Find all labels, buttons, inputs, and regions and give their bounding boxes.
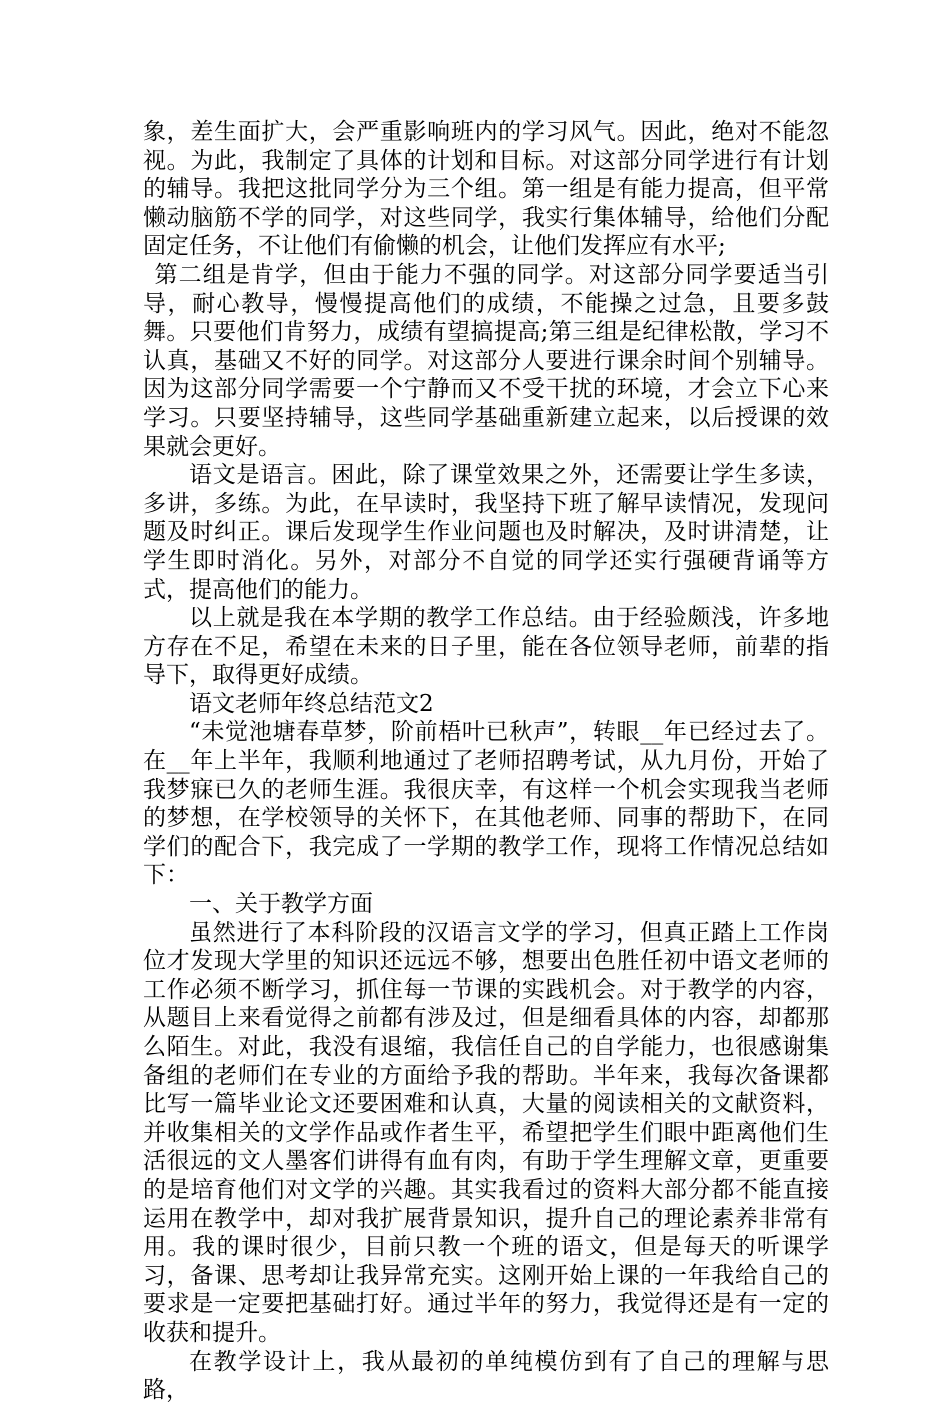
document-page	[143, 118, 829, 1405]
section-heading: 一、关于教学方面	[189, 891, 373, 918]
paragraph-6: 虽然进行了本科阶段的汉语言文学的学习，但真正踏上工作岗位才发现大学里的知识还远远不够，想要出色胜任初中语文老师的工作必须不断学习，抓住每一节课的实践机会。对于教学的内容，从题目上来看觉得之前都有涉及过，但是细看具体的内容，却都那么陌生。对此，我没有退缩，我信任自己的自学能力，也很感谢集备组的老师们在专业的方面给予我的帮助。半年来，我每次备课都比写一篇毕业论文还要困难和认真，大量的阅读相关的文献资料，并收集相关的文学作品或作者生平，希望把学生们眼中距离他们生活很远的文人墨客们讲得有血有肉，有助于学生理解文章，更重要的是培育他们对文学的兴趣。其实我看过的资料大部分都不能直接运用在教学中，却对我扩展背景知识，提升自己的理论素养非常有用。我的课时很少，目前只教一个班的语文，但是每天的听课学习，备课、思考却让我异常充实。这刚开始上课的一年我给自己的要求是一定要把基础打好。通过半年的努力，我觉得还是有一定的收获和提升。	[143, 919, 829, 1346]
paragraph-1: 象，差生面扩大，会严重影响班内的学习风气。因此，绝对不能忽视。为此，我制定了具体的计划和目标。对这部分同学进行有计划的辅导。我把这批同学分为三个组。第一组是有能力提高，但平常懒动脑筋不学的同学，对这些同学，我实行集体辅导，给他们分配固定任务，不让他们有偷懒的机会，让他们发挥应有水平;	[143, 119, 829, 260]
paragraph-5: “未觉池塘春草梦，阶前梧叶已秋声”，转眼__年已经过去了。在__年上半年，我顺利地通过了老师招聘考试，从九月份，开始了我梦寐已久的老师生涯。我很庆幸，有这样一个机会实现我当老师的梦想，在学校领导的关怀下，在其他老师、同事的帮助下，在同学们的配合下，我完成了一学期的教学工作，现将工作情况总结如下：	[143, 719, 829, 889]
paragraph-7: 在教学设计上，我从最初的单纯模仿到有了自己的理解与思路，	[143, 1348, 829, 1404]
section-title: 语文老师年终总结范文2	[189, 690, 434, 717]
paragraph-4: 以上就是我在本学期的教学工作总结。由于经验颇浅，许多地方存在不足，希望在未来的日子里，能在各位领导老师，前辈的指导下，取得更好成绩。	[143, 605, 829, 689]
paragraph-3: 语文是语言。困此，除了课堂效果之外，还需要让学生多读，多讲，多练。为此，在早读时，我坚持下班了解早读情况，发现问题及时纠正。课后发现学生作业问题也及时解决，及时讲清楚，让学生即时消化。另外，对部分不自觉的同学还实行强硬背诵等方式，提高他们的能力。	[143, 462, 829, 603]
paragraph-2: 第二组是肯学，但由于能力不强的同学。对这部分同学要适当引导，耐心教导，慢慢提高他们的成绩，不能操之过急，且要多鼓舞。只要他们肯努力，成绩有望搞提高;第三组是纪律松散，学习不认真，基础又不好的同学。对这部分人要进行课余时间个别辅导。因为这部分同学需要一个宁静而又不受干扰的环境，才会立下心来学习。只要坚持辅导，这些同学基础重新建立起来，以后授课的效果就会更好。	[143, 261, 829, 460]
